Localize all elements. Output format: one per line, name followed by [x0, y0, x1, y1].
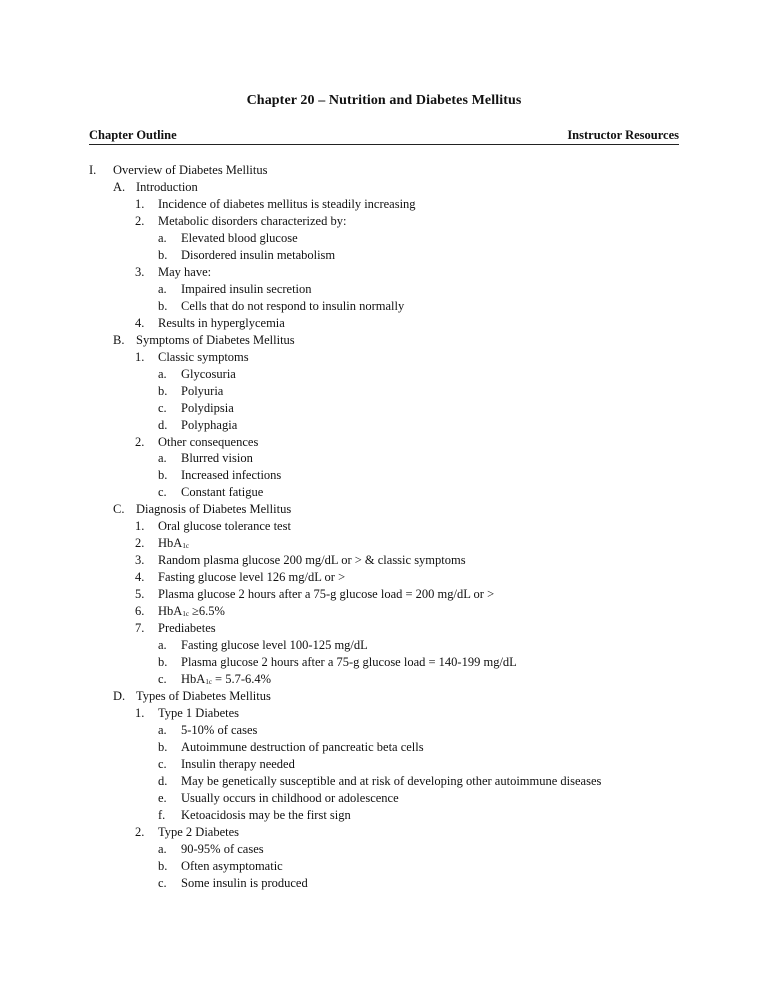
outline-text-main: May have: — [158, 264, 212, 279]
outline-text — [181, 875, 308, 892]
outline-marker: b. — [158, 739, 168, 754]
outline-item-level-3 — [135, 586, 680, 603]
outline-item-level-3 — [135, 552, 680, 569]
outline-item-level-4 — [158, 400, 680, 417]
outline-item-level-4 — [158, 671, 680, 688]
outline-marker: 7. — [135, 621, 145, 636]
outline-marker: b. — [158, 468, 168, 483]
outline-text-main: Usually occurs in childhood or adolescence — [181, 790, 399, 805]
outline-text — [158, 552, 466, 569]
instructor-resources-label: Instructor Resources — [567, 128, 679, 142]
outline-text — [181, 366, 236, 383]
outline-item-level-4 — [158, 756, 680, 773]
outline-text — [158, 705, 239, 722]
outline-item-level-3 — [135, 196, 680, 213]
outline-item-level-3 — [135, 315, 680, 332]
outline-text-main: Insulin therapy needed — [181, 756, 295, 771]
outline-header — [89, 128, 679, 145]
outline-text-main: Plasma glucose 2 hours after a 75-g glucose load = 200 mg/dL or > — [158, 587, 495, 602]
outline-item-level-3 — [135, 264, 680, 281]
outline-item-level-4 — [158, 467, 680, 484]
outline-item-level-2 — [113, 688, 680, 705]
outline-text-main: Plasma glucose 2 hours after a 75-g glucose load = 140-199 mg/dL — [181, 655, 517, 670]
outline-text-subscript: 1c — [182, 610, 189, 619]
outline-text-main: Blurred vision — [181, 451, 253, 466]
outline-text — [181, 807, 351, 824]
outline-text-main: Some insulin is produced — [181, 875, 308, 890]
outline-text — [158, 569, 345, 586]
outline-text-main: May be genetically susceptible and at risk of developing other autoimmune diseases — [181, 773, 602, 788]
outline-item-level-4 — [158, 875, 680, 892]
outline-marker: a. — [158, 841, 167, 856]
outline-text-main: Cells that do not respond to insulin normally — [181, 298, 405, 313]
outline-text-main: Classic symptoms — [158, 349, 249, 364]
outline-text — [158, 213, 346, 230]
outline-text-main: HbA — [158, 604, 183, 619]
outline-text — [181, 417, 237, 434]
outline-text-main: Disordered insulin metabolism — [181, 247, 336, 262]
outline-text — [158, 349, 249, 366]
outline-marker: b. — [158, 298, 168, 313]
outline-marker: 2. — [135, 536, 145, 551]
outline-marker: b. — [158, 858, 168, 873]
outline-marker: a. — [158, 638, 167, 653]
outline-item-level-4 — [158, 298, 680, 315]
outline-text-main: Introduction — [136, 179, 198, 194]
outline-text-main: Polydipsia — [181, 400, 234, 415]
outline-item-level-4 — [158, 739, 680, 756]
outline-text — [181, 298, 404, 315]
outline-item-level-4 — [158, 247, 680, 264]
outline-text — [181, 654, 517, 671]
outline-item-level-3 — [135, 518, 680, 535]
outline-text — [181, 773, 601, 790]
outline-marker: A. — [113, 179, 126, 194]
outline-marker: 5. — [135, 587, 145, 602]
outline-item-level-4 — [158, 637, 680, 654]
outline-text — [136, 332, 295, 349]
outline-item-level-4 — [158, 790, 680, 807]
outline-marker: C. — [113, 502, 125, 517]
outline-text-main: Glycosuria — [181, 366, 236, 381]
outline-marker: 1. — [135, 519, 145, 534]
outline-marker: B. — [113, 332, 125, 347]
outline-marker: I. — [89, 163, 97, 177]
outline-text-main: Increased infections — [181, 468, 282, 483]
outline-marker: 1. — [135, 196, 145, 211]
outline-text — [181, 722, 257, 739]
outline-marker: 3. — [135, 264, 145, 279]
outline-text-main: Oral glucose tolerance test — [158, 519, 291, 534]
outline-text — [181, 858, 283, 875]
outline-text-main: Overview of Diabetes Mellitus — [113, 163, 268, 177]
outline-text-main: Fasting glucose level 126 mg/dL or > — [158, 570, 346, 585]
outline-marker: D. — [113, 689, 126, 704]
outline-text — [181, 841, 264, 858]
outline-marker: c. — [158, 756, 167, 771]
outline-marker: a. — [158, 451, 167, 466]
outline-marker: f. — [158, 807, 166, 822]
outline-item-level-4 — [158, 230, 680, 247]
outline-text-main: Elevated blood glucose — [181, 230, 298, 245]
outline-marker: a. — [158, 723, 167, 737]
outline-marker: 2. — [135, 434, 145, 449]
outline-marker: 1. — [135, 706, 145, 721]
outline-text-main: Autoimmune destruction of pancreatic beta cells — [181, 739, 424, 754]
outline-text-subscript: 1c — [182, 542, 189, 551]
outline-text-suffix: ≥6.5% — [188, 604, 225, 619]
outline-marker: 3. — [135, 553, 145, 568]
outline-item-level-3 — [135, 824, 680, 841]
outline-item-level-3 — [135, 705, 680, 722]
outline-text — [158, 518, 291, 535]
outline-item-level-4 — [158, 807, 680, 824]
outline-text-main: Results in hyperglycemia — [158, 315, 285, 330]
outline-text — [181, 790, 399, 807]
outline-text-main: Metabolic disorders characterized by: — [158, 213, 347, 228]
outline-text — [158, 196, 416, 213]
outline-text — [158, 264, 211, 281]
outline-text — [181, 739, 424, 756]
outline-item-level-3 — [135, 434, 680, 451]
outline-marker: 2. — [135, 824, 145, 839]
outline-text — [136, 179, 198, 196]
outline-item-level-4 — [158, 417, 680, 434]
outline-item-level-3 — [135, 620, 680, 637]
outline-text-main: HbA — [181, 672, 206, 687]
outline-item-level-4 — [158, 281, 680, 298]
outline-item-level-4 — [158, 773, 680, 790]
outline-item-level-3 — [135, 569, 680, 586]
outline-text — [181, 247, 335, 264]
outline-marker: b. — [158, 655, 168, 670]
outline-item-level-3 — [135, 603, 680, 620]
outline-text-main: Polyphagia — [181, 417, 238, 432]
outline-marker: b. — [158, 383, 168, 398]
outline-text — [181, 484, 263, 501]
outline-marker: 4. — [135, 570, 145, 585]
outline-marker: a. — [158, 281, 167, 296]
outline-text-main: Impaired insulin secretion — [181, 281, 312, 296]
outline-marker: 1. — [135, 349, 145, 364]
outline-text-main: Fasting glucose level 100-125 mg/dL — [181, 638, 368, 653]
outline-text — [181, 400, 234, 417]
outline-text — [181, 756, 295, 773]
outline-marker: a. — [158, 230, 167, 245]
outline-item-level-1 — [89, 162, 680, 179]
outline-item-level-4 — [158, 722, 680, 739]
outline-text-main: Often asymptomatic — [181, 858, 283, 873]
outline-text-subscript: 1c — [205, 678, 212, 687]
outline-text-main: Diagnosis of Diabetes Mellitus — [136, 502, 292, 517]
outline-marker: d. — [158, 417, 168, 432]
outline-text-main: Constant fatigue — [181, 485, 264, 500]
outline-text — [181, 383, 223, 400]
outline-text — [181, 450, 253, 467]
outline-item-level-4 — [158, 383, 680, 400]
outline-text-suffix: = 5.7-6.4% — [211, 672, 272, 687]
outline-item-level-2 — [113, 179, 680, 196]
outline-text-main: Prediabetes — [158, 621, 216, 636]
outline-marker: 2. — [135, 213, 145, 228]
outline-item-level-4 — [158, 366, 680, 383]
outline-text — [158, 434, 258, 451]
outline-item-level-4 — [158, 484, 680, 501]
outline-text-main: 90-95% of cases — [181, 841, 264, 856]
outline-item-level-3 — [135, 535, 680, 552]
outline-text — [181, 467, 281, 484]
outline-item-level-2 — [113, 332, 680, 349]
outline-text — [136, 501, 291, 518]
outline-marker: c. — [158, 400, 167, 415]
outline-text — [181, 230, 298, 247]
document-title: Chapter 20 – Nutrition and Diabetes Mellitus — [246, 93, 522, 108]
outline-item-level-4 — [158, 841, 680, 858]
outline-text-main: 5-10% of cases — [181, 723, 258, 737]
outline-text — [113, 162, 267, 179]
outline-item-level-4 — [158, 450, 680, 467]
outline-marker: d. — [158, 773, 168, 788]
outline-text — [181, 637, 368, 654]
chapter-outline-label: Chapter Outline — [89, 128, 177, 142]
outline-marker: 6. — [135, 604, 145, 619]
outline-text — [158, 824, 239, 841]
outline-text-main: Random plasma glucose 200 mg/dL or > & classic symptoms — [158, 553, 466, 568]
outline-text-main: Other consequences — [158, 434, 259, 449]
outline-item-level-3 — [135, 213, 680, 230]
outline-marker: c. — [158, 672, 167, 687]
outline-item-level-4 — [158, 654, 680, 671]
outline-marker: c. — [158, 875, 167, 890]
outline-text-main: Types of Diabetes Mellitus — [136, 689, 271, 704]
outline-item-level-3 — [135, 349, 680, 366]
outline-marker: 4. — [135, 315, 145, 330]
outline-text — [158, 586, 494, 603]
outline-text-main: Ketoacidosis may be the first sign — [181, 807, 351, 822]
outline-marker: e. — [158, 790, 167, 805]
outline-text — [158, 620, 216, 637]
outline-item-level-2 — [113, 501, 680, 518]
outline-marker: b. — [158, 247, 168, 262]
outline-item-level-4 — [158, 858, 680, 875]
outline-text-main: HbA — [158, 536, 183, 551]
outline-text-main: Type 2 Diabetes — [158, 824, 240, 839]
outline-text — [158, 315, 285, 332]
outline-text-main: Polyuria — [181, 383, 224, 398]
outline-text — [181, 281, 312, 298]
outline-marker: c. — [158, 485, 167, 500]
outline-text — [136, 688, 271, 705]
outline-marker: a. — [158, 366, 167, 381]
outline-text-main: Symptoms of Diabetes Mellitus — [136, 332, 295, 347]
outline-text-main: Incidence of diabetes mellitus is steadily increasing — [158, 196, 416, 211]
outline-text-main: Type 1 Diabetes — [158, 706, 240, 721]
